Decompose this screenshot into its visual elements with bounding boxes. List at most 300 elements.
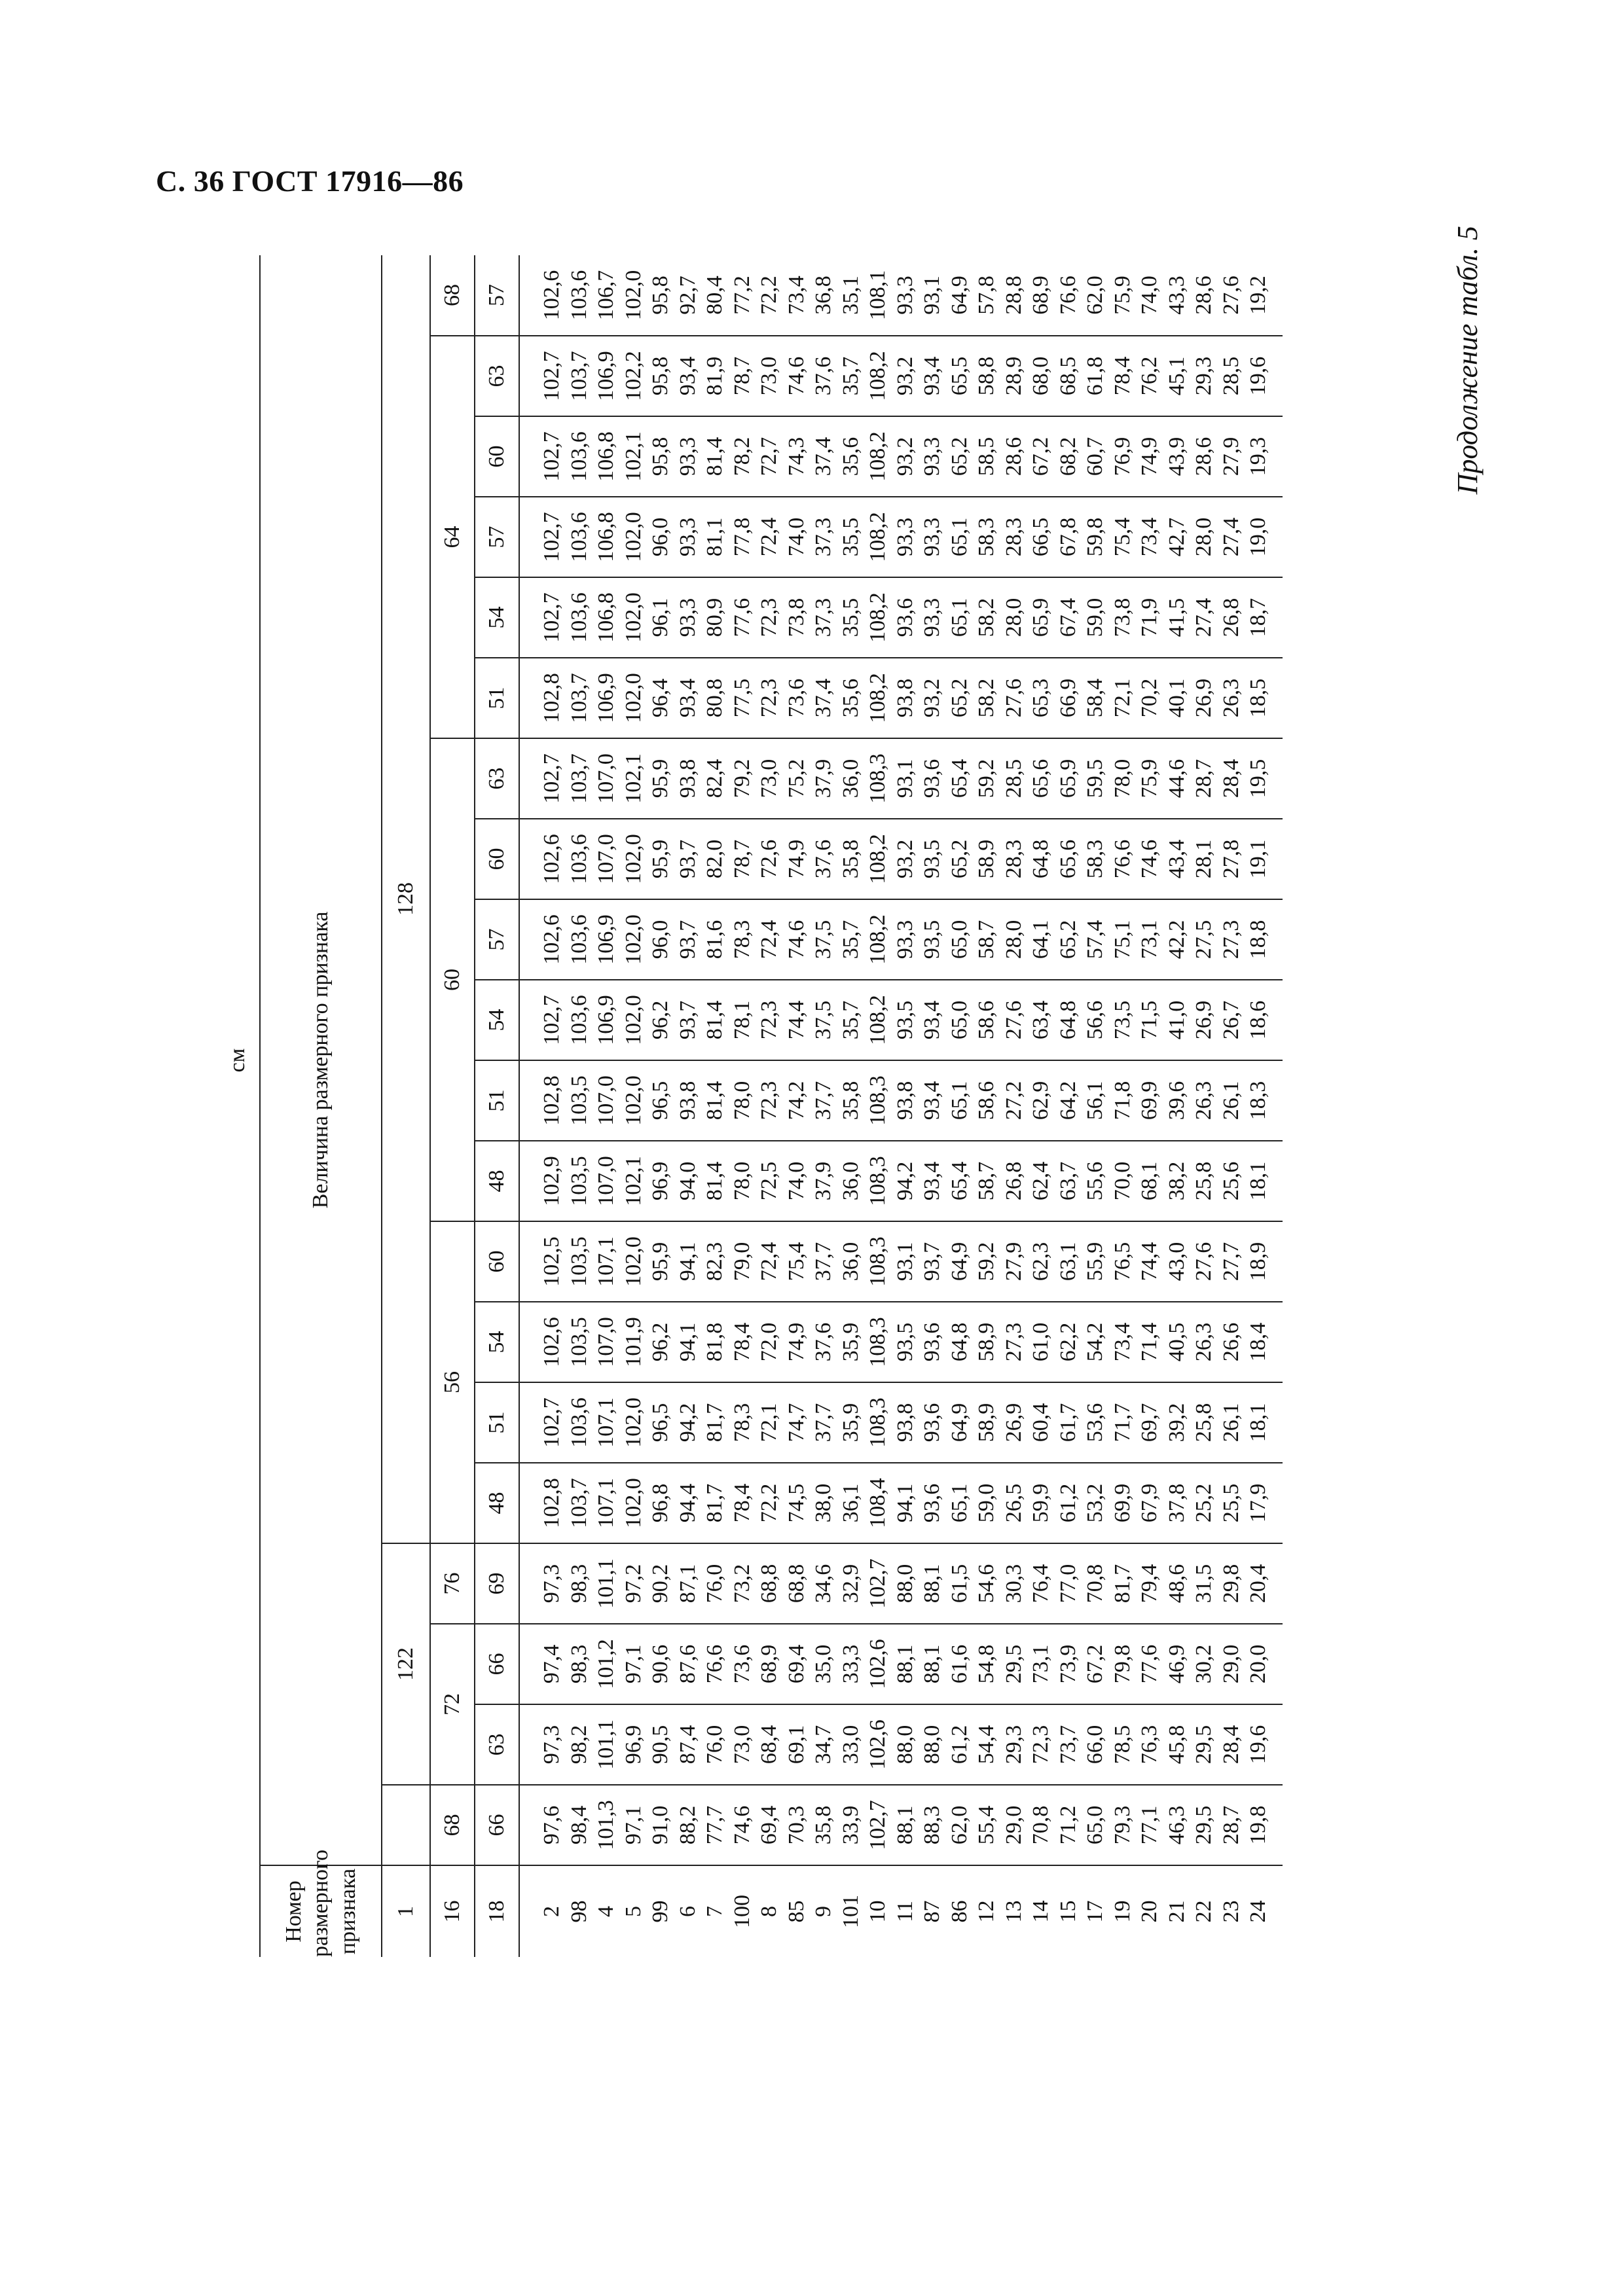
row-number: 4 bbox=[594, 1906, 618, 1917]
table-cell: 37,9 bbox=[810, 1141, 837, 1221]
table-cell: 108,3 bbox=[864, 1221, 892, 1302]
rotated-table-wrapper bbox=[216, 255, 1506, 1957]
table-cell: 72,6 bbox=[756, 819, 783, 899]
table-cell: 31,5 bbox=[1190, 1543, 1218, 1624]
table-cell: 26,8 bbox=[1218, 577, 1245, 658]
table-cell: 93,2 bbox=[892, 416, 919, 497]
r18-column-header: 63 bbox=[475, 1704, 519, 1785]
table-cell: 102,0 bbox=[620, 1221, 647, 1302]
table-cell: 53,2 bbox=[1082, 1463, 1109, 1543]
table-cell: 27,4 bbox=[1218, 497, 1245, 577]
table-cell: 94,1 bbox=[674, 1221, 702, 1302]
table-cell: 77,6 bbox=[1136, 1624, 1163, 1704]
table-cell: 88,1 bbox=[892, 1785, 919, 1865]
table-cell: 103,7 bbox=[566, 738, 593, 819]
r16-group: 72 bbox=[430, 1624, 475, 1785]
table-cell: 38,0 bbox=[810, 1463, 837, 1543]
table-cell: 65,0 bbox=[1082, 1785, 1109, 1865]
table-cell: 71,7 bbox=[1109, 1382, 1137, 1463]
row-number: 98 bbox=[566, 1900, 591, 1923]
table-cell: 67,4 bbox=[1055, 577, 1082, 658]
table-cell: 108,3 bbox=[864, 738, 892, 819]
r1-empty bbox=[382, 1785, 430, 1865]
table-cell: 73,0 bbox=[729, 1704, 756, 1785]
table-cell: 78,0 bbox=[1109, 738, 1137, 819]
table-cell: 74,9 bbox=[1136, 416, 1163, 497]
table-cell: 73,8 bbox=[1109, 577, 1137, 658]
r18-label: 18 bbox=[475, 1865, 519, 1957]
table-cell: 72,4 bbox=[756, 899, 783, 980]
r1-label: 1 bbox=[382, 1865, 430, 1957]
table-cell: 101,2 bbox=[593, 1624, 620, 1704]
r18-column-header: 54 bbox=[475, 980, 519, 1060]
table-cell: 76,6 bbox=[1109, 819, 1137, 899]
table-cell: 96,1 bbox=[647, 577, 674, 658]
table-cell: 72,3 bbox=[756, 658, 783, 738]
r18-column-header: 66 bbox=[475, 1624, 519, 1704]
table-cell: 65,9 bbox=[1027, 577, 1055, 658]
spacer-cell bbox=[519, 577, 538, 658]
table-cell: 108,3 bbox=[864, 1141, 892, 1221]
table-cell: 77,5 bbox=[729, 658, 756, 738]
spacer-cell bbox=[519, 1543, 538, 1624]
table-cell: 103,7 bbox=[566, 336, 593, 416]
table-cell: 108,3 bbox=[864, 1382, 892, 1463]
table-row bbox=[1082, 255, 1109, 1957]
table-cell: 54,6 bbox=[973, 1543, 1000, 1624]
table-cell: 106,9 bbox=[593, 980, 620, 1060]
table-cell: 74,2 bbox=[783, 1060, 811, 1141]
row-number: 86 bbox=[947, 1900, 972, 1923]
data-table bbox=[216, 255, 1283, 1957]
table-cell: 35,9 bbox=[837, 1302, 865, 1382]
table-cell: 78,3 bbox=[729, 899, 756, 980]
table-cell: 37,6 bbox=[810, 336, 837, 416]
row-number: 9 bbox=[811, 1906, 835, 1917]
table-cell: 108,2 bbox=[864, 980, 892, 1060]
table-cell: 79,0 bbox=[729, 1221, 756, 1302]
table-cell: 73,2 bbox=[729, 1543, 756, 1624]
r18-column-header: 51 bbox=[475, 658, 519, 738]
r18-column-header: 60 bbox=[475, 416, 519, 497]
table-cell: 106,8 bbox=[593, 416, 620, 497]
table-cell: 88,1 bbox=[919, 1543, 946, 1624]
table-cell: 39,2 bbox=[1163, 1382, 1191, 1463]
table-cell: 33,9 bbox=[837, 1785, 865, 1865]
table-cell: 72,7 bbox=[756, 416, 783, 497]
row-number: 87 bbox=[920, 1900, 944, 1923]
table-cell: 101,9 bbox=[620, 1302, 647, 1382]
table-cell: 19,2 bbox=[1245, 255, 1283, 336]
table-cell: 58,6 bbox=[973, 1060, 1000, 1141]
table-cell: 96,5 bbox=[647, 1060, 674, 1141]
table-cell: 35,8 bbox=[810, 1785, 837, 1865]
table-cell: 57,4 bbox=[1082, 899, 1109, 980]
table-cell: 26,1 bbox=[1218, 1060, 1245, 1141]
row-number: 12 bbox=[974, 1900, 998, 1923]
table-cell: 78,4 bbox=[1109, 336, 1137, 416]
table-cell: 45,1 bbox=[1163, 336, 1191, 416]
table-cell: 43,9 bbox=[1163, 416, 1191, 497]
table-cell: 80,9 bbox=[701, 577, 729, 658]
table-cell: 107,0 bbox=[593, 738, 620, 819]
table-row bbox=[1163, 255, 1191, 1957]
spacer-cell bbox=[519, 1704, 538, 1785]
table-cell: 20,4 bbox=[1245, 1543, 1283, 1624]
table-cell: 77,0 bbox=[1055, 1543, 1082, 1624]
table-cell: 102,5 bbox=[538, 1221, 566, 1302]
table-cell: 79,3 bbox=[1109, 1785, 1137, 1865]
table-cell: 102,1 bbox=[620, 1141, 647, 1221]
table-cell: 90,2 bbox=[647, 1543, 674, 1624]
table-cell: 18,3 bbox=[1245, 1060, 1283, 1141]
spacer-cell bbox=[519, 336, 538, 416]
table-cell: 65,0 bbox=[946, 980, 974, 1060]
table-cell: 82,0 bbox=[701, 819, 729, 899]
table-cell: 93,4 bbox=[674, 658, 702, 738]
table-row bbox=[566, 255, 593, 1957]
table-cell: 72,1 bbox=[756, 1382, 783, 1463]
table-cell: 87,4 bbox=[674, 1704, 702, 1785]
table-cell: 61,2 bbox=[1055, 1463, 1082, 1543]
table-cell: 74,4 bbox=[783, 980, 811, 1060]
table-cell: 102,8 bbox=[538, 1060, 566, 1141]
table-cell: 37,7 bbox=[810, 1221, 837, 1302]
table-cell: 63,1 bbox=[1055, 1221, 1082, 1302]
table-cell: 102,6 bbox=[538, 899, 566, 980]
r18-column-header: 60 bbox=[475, 1221, 519, 1302]
table-cell: 62,3 bbox=[1027, 1221, 1055, 1302]
table-cell: 73,1 bbox=[1027, 1624, 1055, 1704]
table-cell: 74,6 bbox=[729, 1785, 756, 1865]
table-cell: 76,0 bbox=[701, 1543, 729, 1624]
table-cell: 93,7 bbox=[674, 899, 702, 980]
table-cell: 93,6 bbox=[919, 1463, 946, 1543]
table-cell: 107,0 bbox=[593, 1302, 620, 1382]
table-cell: 77,7 bbox=[701, 1785, 729, 1865]
r18-column-header: 60 bbox=[475, 819, 519, 899]
table-cell: 65,0 bbox=[946, 899, 974, 980]
table-cell: 93,3 bbox=[674, 416, 702, 497]
table-cell: 88,1 bbox=[892, 1624, 919, 1704]
table-cell: 69,9 bbox=[1109, 1463, 1137, 1543]
table-cell: 76,6 bbox=[701, 1624, 729, 1704]
table-cell: 58,3 bbox=[973, 497, 1000, 577]
table-cell: 95,9 bbox=[647, 738, 674, 819]
value-header: Величина размерного признака bbox=[260, 255, 382, 1865]
table-cell: 58,2 bbox=[973, 658, 1000, 738]
table-cell: 27,7 bbox=[1218, 1221, 1245, 1302]
table-cell: 73,7 bbox=[1055, 1704, 1082, 1785]
table-cell: 97,1 bbox=[620, 1624, 647, 1704]
table-cell: 78,4 bbox=[729, 1302, 756, 1382]
table-cell: 35,6 bbox=[837, 416, 865, 497]
table-cell: 102,0 bbox=[620, 1382, 647, 1463]
table-cell: 65,2 bbox=[946, 416, 974, 497]
table-cell: 62,0 bbox=[1082, 255, 1109, 336]
table-cell: 94,1 bbox=[674, 1302, 702, 1382]
table-cell: 93,3 bbox=[892, 497, 919, 577]
table-cell: 91,0 bbox=[647, 1785, 674, 1865]
table-cell: 28,6 bbox=[1190, 416, 1218, 497]
table-cell: 26,9 bbox=[1190, 658, 1218, 738]
r16-group: 76 bbox=[430, 1543, 475, 1624]
table-row bbox=[593, 255, 620, 1957]
table-cell: 19,8 bbox=[1245, 1785, 1283, 1865]
table-cell: 72,3 bbox=[756, 577, 783, 658]
table-cell: 75,1 bbox=[1109, 899, 1137, 980]
table-cell: 103,5 bbox=[566, 1221, 593, 1302]
table-cell: 101,1 bbox=[593, 1704, 620, 1785]
r16-group: 56 bbox=[430, 1221, 475, 1543]
table-cell: 63,4 bbox=[1027, 980, 1055, 1060]
table-cell: 30,3 bbox=[1000, 1543, 1028, 1624]
table-cell: 61,0 bbox=[1027, 1302, 1055, 1382]
row-number: 6 bbox=[675, 1906, 700, 1917]
table-cell: 18,1 bbox=[1245, 1141, 1283, 1221]
table-cell: 78,0 bbox=[729, 1060, 756, 1141]
table-row bbox=[620, 255, 647, 1957]
table-cell: 64,1 bbox=[1027, 899, 1055, 980]
table-cell: 36,8 bbox=[810, 255, 837, 336]
spacer-cell bbox=[519, 738, 538, 819]
table-cell: 75,9 bbox=[1109, 255, 1137, 336]
row-number: 13 bbox=[1001, 1900, 1026, 1923]
r18-column-header: 54 bbox=[475, 577, 519, 658]
table-cell: 73,4 bbox=[1136, 497, 1163, 577]
r18-column-header: 66 bbox=[475, 1785, 519, 1865]
table-cell: 107,0 bbox=[593, 819, 620, 899]
table-cell: 102,7 bbox=[538, 336, 566, 416]
table-cell: 32,9 bbox=[837, 1543, 865, 1624]
table-cell: 28,5 bbox=[1000, 738, 1028, 819]
table-cell: 33,3 bbox=[837, 1624, 865, 1704]
r16-group: 60 bbox=[430, 738, 475, 1221]
table-cell: 27,6 bbox=[1000, 980, 1028, 1060]
table-cell: 76,0 bbox=[701, 1704, 729, 1785]
table-cell: 93,8 bbox=[674, 1060, 702, 1141]
table-cell: 28,1 bbox=[1190, 819, 1218, 899]
table-cell: 64,8 bbox=[1055, 980, 1082, 1060]
table-cell: 106,9 bbox=[593, 899, 620, 980]
table-cell: 20,0 bbox=[1245, 1624, 1283, 1704]
r18-column-header: 48 bbox=[475, 1141, 519, 1221]
table-cell: 61,2 bbox=[946, 1704, 974, 1785]
table-cell: 38,2 bbox=[1163, 1141, 1191, 1221]
table-row bbox=[892, 255, 919, 1957]
table-cell: 81,8 bbox=[701, 1302, 729, 1382]
table-cell: 73,0 bbox=[756, 336, 783, 416]
table-cell: 77,8 bbox=[729, 497, 756, 577]
table-cell: 87,1 bbox=[674, 1543, 702, 1624]
r18-column-header: 57 bbox=[475, 899, 519, 980]
table-cell: 64,8 bbox=[1027, 819, 1055, 899]
table-cell: 108,2 bbox=[864, 497, 892, 577]
table-cell: 72,5 bbox=[756, 1141, 783, 1221]
table-cell: 93,3 bbox=[919, 497, 946, 577]
table-cell: 106,8 bbox=[593, 577, 620, 658]
table-cell: 29,0 bbox=[1218, 1624, 1245, 1704]
table-row bbox=[1027, 255, 1055, 1957]
table-cell: 73,4 bbox=[1109, 1302, 1137, 1382]
table-cell: 19,6 bbox=[1245, 336, 1283, 416]
table-cell: 102,0 bbox=[620, 577, 647, 658]
table-cell: 82,3 bbox=[701, 1221, 729, 1302]
unit-label: см bbox=[225, 1048, 250, 1073]
table-row bbox=[919, 255, 946, 1957]
table-cell: 106,9 bbox=[593, 658, 620, 738]
table-cell: 28,0 bbox=[1000, 899, 1028, 980]
table-cell: 96,2 bbox=[647, 980, 674, 1060]
table-cell: 81,9 bbox=[701, 336, 729, 416]
spacer-cell bbox=[519, 1221, 538, 1302]
table-cell: 25,2 bbox=[1190, 1463, 1218, 1543]
table-cell: 76,2 bbox=[1136, 336, 1163, 416]
table-cell: 102,7 bbox=[864, 1785, 892, 1865]
table-cell: 61,7 bbox=[1055, 1382, 1082, 1463]
table-cell: 74,9 bbox=[783, 1302, 811, 1382]
table-cell: 72,3 bbox=[756, 980, 783, 1060]
table-cell: 68,9 bbox=[756, 1624, 783, 1704]
table-cell: 55,9 bbox=[1082, 1221, 1109, 1302]
table-cell: 67,2 bbox=[1082, 1624, 1109, 1704]
table-cell: 66,5 bbox=[1027, 497, 1055, 577]
table-cell: 28,3 bbox=[1000, 819, 1028, 899]
table-cell: 36,0 bbox=[837, 1221, 865, 1302]
table-cell: 103,7 bbox=[566, 658, 593, 738]
table-cell: 62,4 bbox=[1027, 1141, 1055, 1221]
table-row bbox=[1218, 255, 1245, 1957]
table-cell: 93,8 bbox=[892, 658, 919, 738]
table-cell: 53,6 bbox=[1082, 1382, 1109, 1463]
table-cell: 103,6 bbox=[566, 819, 593, 899]
table-cell: 102,6 bbox=[538, 819, 566, 899]
table-cell: 27,5 bbox=[1190, 899, 1218, 980]
table-cell: 78,7 bbox=[729, 336, 756, 416]
table-cell: 95,8 bbox=[647, 336, 674, 416]
table-cell: 88,1 bbox=[919, 1624, 946, 1704]
table-cell: 29,5 bbox=[1000, 1624, 1028, 1704]
table-cell: 19,3 bbox=[1245, 416, 1283, 497]
table-cell: 29,5 bbox=[1190, 1704, 1218, 1785]
table-cell: 54,8 bbox=[973, 1624, 1000, 1704]
row-number: 20 bbox=[1137, 1900, 1161, 1923]
table-cell: 75,4 bbox=[783, 1221, 811, 1302]
table-cell: 81,4 bbox=[701, 980, 729, 1060]
page-header: С. 36 ГОСТ 17916—86 bbox=[156, 164, 464, 198]
table-cell: 81,4 bbox=[701, 1060, 729, 1141]
table-cell: 87,6 bbox=[674, 1624, 702, 1704]
table-cell: 73,6 bbox=[729, 1624, 756, 1704]
table-cell: 48,6 bbox=[1163, 1543, 1191, 1624]
table-cell: 93,4 bbox=[674, 336, 702, 416]
table-cell: 78,1 bbox=[729, 980, 756, 1060]
table-cell: 103,6 bbox=[566, 416, 593, 497]
table-cell: 93,5 bbox=[919, 819, 946, 899]
table-cell: 103,5 bbox=[566, 1302, 593, 1382]
table-cell: 26,7 bbox=[1218, 980, 1245, 1060]
table-cell: 102,2 bbox=[620, 336, 647, 416]
table-cell: 59,2 bbox=[973, 738, 1000, 819]
table-cell: 35,5 bbox=[837, 577, 865, 658]
table-cell: 81,7 bbox=[701, 1382, 729, 1463]
row-number: 99 bbox=[648, 1900, 672, 1923]
table-cell: 94,1 bbox=[892, 1463, 919, 1543]
table-cell: 102,8 bbox=[538, 658, 566, 738]
table-cell: 96,5 bbox=[647, 1382, 674, 1463]
table-cell: 93,3 bbox=[674, 497, 702, 577]
table-cell: 56,1 bbox=[1082, 1060, 1109, 1141]
table-cell: 62,2 bbox=[1055, 1302, 1082, 1382]
table-cell: 65,5 bbox=[946, 336, 974, 416]
table-cell: 37,7 bbox=[810, 1060, 837, 1141]
table-cell: 94,4 bbox=[674, 1463, 702, 1543]
table-cell: 42,2 bbox=[1163, 899, 1191, 980]
row-number: 22 bbox=[1192, 1900, 1216, 1923]
table-cell: 81,7 bbox=[1109, 1543, 1137, 1624]
table-cell: 67,8 bbox=[1055, 497, 1082, 577]
table-cell: 18,9 bbox=[1245, 1221, 1283, 1302]
table-cell: 35,5 bbox=[837, 497, 865, 577]
row-number: 85 bbox=[784, 1900, 809, 1923]
table-cell: 108,2 bbox=[864, 899, 892, 980]
table-cell: 58,8 bbox=[973, 336, 1000, 416]
table-cell: 102,7 bbox=[538, 416, 566, 497]
table-cell: 61,5 bbox=[946, 1543, 974, 1624]
table-cell: 62,9 bbox=[1027, 1060, 1055, 1141]
table-cell: 102,8 bbox=[538, 1463, 566, 1543]
table-cell: 108,2 bbox=[864, 658, 892, 738]
r16-label: 16 bbox=[430, 1865, 475, 1957]
table-cell: 97,4 bbox=[538, 1624, 566, 1704]
table-cell: 107,1 bbox=[593, 1382, 620, 1463]
table-cell: 93,5 bbox=[892, 1302, 919, 1382]
table-cell: 18,8 bbox=[1245, 899, 1283, 980]
table-cell: 95,8 bbox=[647, 416, 674, 497]
table-cell: 39,6 bbox=[1163, 1060, 1191, 1141]
table-cell: 76,3 bbox=[1136, 1704, 1163, 1785]
table-cell: 106,8 bbox=[593, 497, 620, 577]
table-cell: 65,1 bbox=[946, 1060, 974, 1141]
table-cell: 71,2 bbox=[1055, 1785, 1082, 1865]
table-cell: 102,6 bbox=[538, 1302, 566, 1382]
table-cell: 72,4 bbox=[756, 497, 783, 577]
table-cell: 88,2 bbox=[674, 1785, 702, 1865]
table-cell: 74,3 bbox=[783, 416, 811, 497]
table-cell: 70,2 bbox=[1136, 658, 1163, 738]
r18-column-header: 63 bbox=[475, 336, 519, 416]
table-cell: 27,6 bbox=[1190, 1221, 1218, 1302]
table-cell: 108,2 bbox=[864, 336, 892, 416]
row-number: 7 bbox=[702, 1906, 727, 1917]
table-cell: 102,7 bbox=[538, 738, 566, 819]
table-cell: 69,1 bbox=[783, 1704, 811, 1785]
table-cell: 74,5 bbox=[783, 1463, 811, 1543]
table-cell: 103,6 bbox=[566, 1382, 593, 1463]
table-cell: 95,9 bbox=[647, 819, 674, 899]
table-cell: 93,8 bbox=[674, 738, 702, 819]
table-cell: 102,7 bbox=[864, 1543, 892, 1624]
table-cell: 30,2 bbox=[1190, 1624, 1218, 1704]
table-cell: 37,7 bbox=[810, 1382, 837, 1463]
table-cell: 73,9 bbox=[1055, 1624, 1082, 1704]
table-cell: 35,0 bbox=[810, 1624, 837, 1704]
table-cell: 79,4 bbox=[1136, 1543, 1163, 1624]
table-cell: 27,6 bbox=[1218, 255, 1245, 336]
table-cell: 108,3 bbox=[864, 1302, 892, 1382]
table-cell: 102,7 bbox=[538, 1382, 566, 1463]
table-cell: 74,6 bbox=[1136, 819, 1163, 899]
